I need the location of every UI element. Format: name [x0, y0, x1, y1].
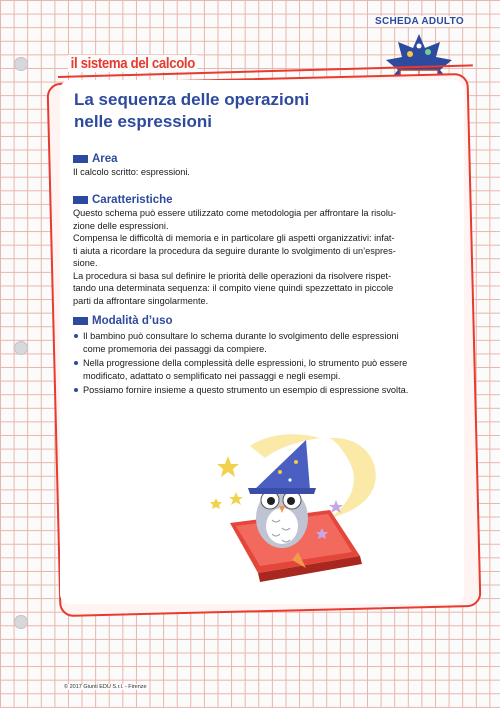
text-line: parti da affrontare singolarmente. [73, 295, 209, 306]
section-caratteristiche [73, 193, 455, 307]
section-marker-icon [73, 317, 88, 325]
list-item-line: come promemoria dei passaggi da compiere. [83, 343, 267, 354]
section-area-heading-text: Area [92, 153, 118, 165]
section-modalita [73, 314, 455, 399]
sheet-type-label: SCHEDA ADULTO [375, 16, 464, 27]
list-item [73, 357, 455, 382]
page-title-line-1: La sequenza delle operazioni [74, 90, 310, 109]
list-item-line: modificato, adattato o semplificato nei passaggi e negli esempi. [83, 370, 341, 381]
section-marker-icon [73, 196, 88, 204]
section-caratteristiche-heading [73, 193, 455, 207]
section-modalita-heading [73, 314, 455, 328]
section-area [73, 152, 455, 179]
section-modalita-heading-text: Modalità d’uso [92, 315, 173, 327]
list-item-line: Nella progressione della complessità delle espressioni, lo strumento può essere [83, 358, 408, 368]
binder-hole-3 [14, 615, 28, 629]
text-line: La procedura si basa sul definire le priorità delle operazioni da risolvere rispet- [73, 270, 392, 281]
page-title-line-2: nelle espressioni [74, 112, 212, 131]
list-item-line: Il bambino può consultare lo schema durante lo svolgimento delle espressioni [83, 331, 399, 341]
section-marker-icon [73, 155, 88, 163]
series-title: il sistema del calcolo [68, 55, 198, 72]
text-line: zione delle espressioni. [73, 220, 169, 231]
page-title [74, 89, 374, 133]
binder-hole-1 [14, 57, 28, 71]
text-line: Questo schema può essere utilizzato come metodologia per affrontare la risolu- [73, 208, 397, 218]
section-area-text: Il calcolo scritto: espressioni. [73, 167, 190, 177]
text-line: tando una determinata sequenza: il compito viene quindi spezzettato in piccole [73, 283, 394, 293]
copyright-footer: © 2017 Giunti EDU S.r.l. - Firenze [64, 684, 147, 690]
list-item-line: Possiamo fornire insieme a questo strumento un esempio di espressione svolta. [83, 385, 409, 395]
text-line: sione. [73, 258, 98, 268]
text-line: Compensa le difficoltà di memoria e in particolare gli aspetti organizzativi: infat- [73, 233, 395, 243]
section-caratteristiche-heading-text: Caratteristiche [92, 194, 173, 206]
binder-hole-2 [14, 341, 28, 355]
section-caratteristiche-text [73, 207, 455, 307]
list-item [73, 384, 455, 397]
section-area-heading [73, 152, 455, 166]
list-item [73, 330, 455, 355]
wizard-owl-on-book-illustration [210, 428, 390, 588]
usage-list [73, 330, 455, 397]
text-line: ti aiuta a ricordare la procedura da seguire durante lo svolgimento di un’espres- [73, 245, 396, 256]
